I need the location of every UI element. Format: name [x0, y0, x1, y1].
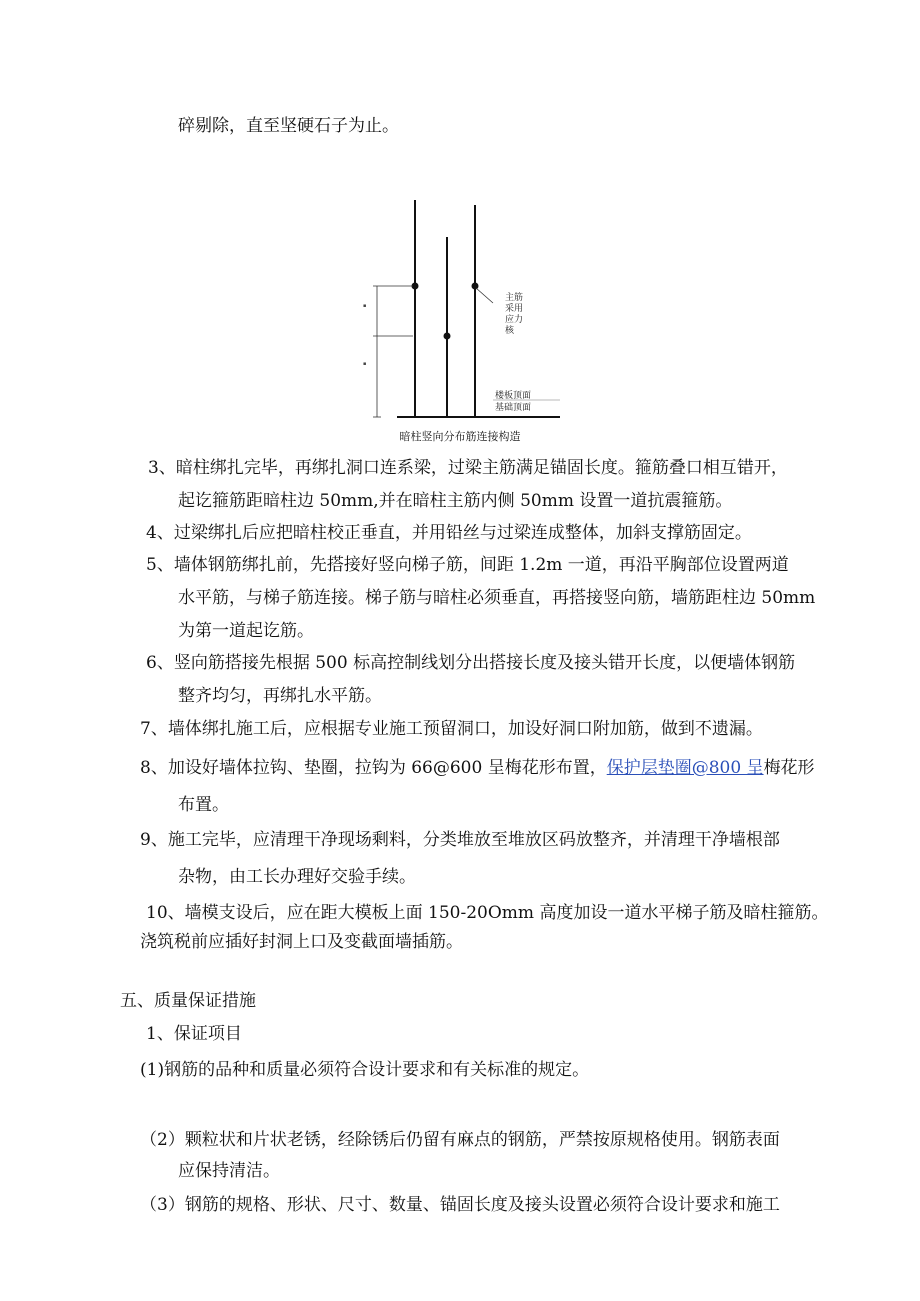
- item-5-line-3: 为第一道起讫筋。: [178, 621, 314, 641]
- leader-line: [476, 288, 493, 303]
- label-right-3: 应力: [505, 315, 524, 325]
- label-right-2: 采用: [505, 304, 524, 314]
- joint-dot-3: [472, 283, 479, 290]
- item-7-line-1: 7、墙体绑扎施工后，应根据专业施工预留洞口，加设好洞口附加筋，做到不遗漏。: [140, 719, 763, 739]
- item-9-line-2: 杂物，由工长办理好交验手续。: [178, 867, 416, 887]
- point-2-line-2: 应保持清洁。: [178, 1161, 280, 1181]
- label-right-4: 核: [505, 326, 515, 336]
- label-slab: 楼板顶面: [495, 391, 532, 401]
- item-8-link[interactable]: 保护层垫圈@800 呈: [606, 758, 764, 778]
- item-3-line-1: 3、暗柱绑扎完毕，再绑扎洞口连系梁，过梁主筋满足锚固长度。箍筋叠口相互错开，: [148, 458, 788, 478]
- rebar-connection-diagram: [355, 195, 565, 427]
- item-10-line-2: 浇筑税前应插好封洞上口及变截面墙插筋。: [140, 932, 463, 952]
- item-6-line-2: 整齐均匀，再绑扎水平筋。: [178, 686, 382, 706]
- item-8-line-2: 布置。: [178, 795, 229, 815]
- point-1: (1)钢筋的品种和质量必须符合设计要求和有关标准的规定。: [140, 1060, 590, 1080]
- item-10-line-1: 10、墙模支设后，应在距大模板上面 150-20Omm 高度加设一道水平梯子筋及暗柱箍筋。: [146, 903, 829, 923]
- point-2-line-1: （2）颗粒状和片状老锈，经除锈后仍留有麻点的钢筋，严禁按原规格使用。钢筋表面: [140, 1130, 780, 1150]
- figure-caption: 暗柱竖向分布筋连接构造: [399, 430, 521, 443]
- item-5-line-1: 5、墙体钢筋绑扎前，先搭接好竖向梯子筋，间距 1.2m 一道，再沿平胸部位设置两道: [146, 555, 789, 575]
- dim-mark-2: ▪: [363, 361, 367, 367]
- item-8-text-b: 梅花形: [763, 758, 815, 778]
- item-3-line-2: 起讫箍筋距暗柱边 50mm,并在暗柱主筋内侧 50mm 设置一道抗震箍筋。: [178, 491, 733, 511]
- dim-mark-1: ▪: [363, 303, 367, 309]
- subsection-title: 1、保证项目: [146, 1024, 242, 1044]
- section-title: 五、质量保证措施: [120, 991, 256, 1011]
- item-6-line-1: 6、竖向筋搭接先根据 500 标高控制线划分出搭接长度及接头错开长度，以便墙体钢筋: [146, 653, 796, 673]
- label-base: 基础顶面: [495, 403, 532, 413]
- intro-line: 碎剔除，直至坚硬石子为止。: [178, 116, 399, 136]
- item-5-line-2: 水平筋，与梯子筋连接。梯子筋与暗柱必须垂直，再搭接竖向筋，墙筋距柱边 50mm: [178, 588, 816, 608]
- label-right-1: 主筋: [505, 293, 524, 303]
- item-8-line-1: [140, 757, 815, 779]
- joint-dot-2: [444, 333, 451, 340]
- item-4-line-1: 4、过梁绑扎后应把暗柱校正垂直，并用铅丝与过梁连成整体，加斜支撑筋固定。: [146, 523, 752, 543]
- item-8-text-a: 8、加设好墙体拉钩、垫圈，拉钩为 66@600 呈梅花形布置，: [140, 758, 607, 778]
- item-9-line-1: 9、施工完毕，应清理干净现场剩料，分类堆放至堆放区码放整齐，并清理干净墙根部: [140, 830, 780, 850]
- point-3-line-1: （3）钢筋的规格、形状、尺寸、数量、锚固长度及接头设置必须符合设计要求和施工: [140, 1195, 780, 1215]
